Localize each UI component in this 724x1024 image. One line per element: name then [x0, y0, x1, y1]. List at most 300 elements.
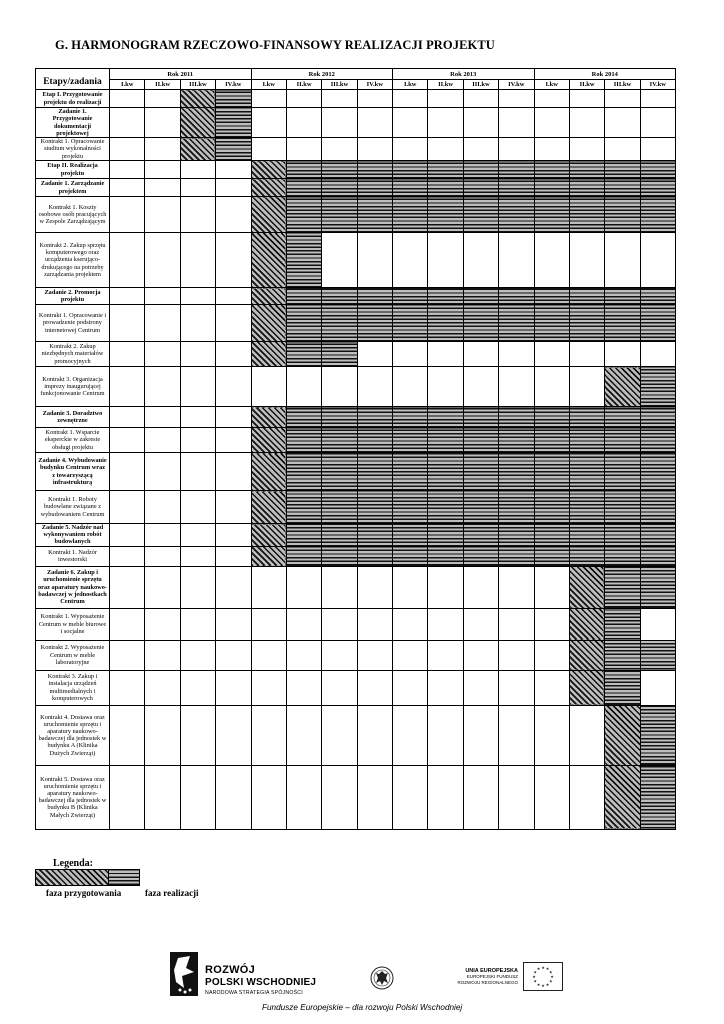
phase-cell-realization: [286, 407, 321, 428]
phase-cell-realization: [428, 546, 463, 566]
phase-cell-empty: [499, 640, 534, 670]
phase-cell-realization: [640, 524, 675, 547]
phase-cell-realization: [499, 491, 534, 524]
phase-cell-empty: [569, 367, 604, 407]
quarter-header: IV.kw: [216, 80, 251, 90]
phase-cell-empty: [110, 546, 145, 566]
phase-cell-realization: [499, 161, 534, 179]
row-label: Zadanie 5. Nadzór nad wykonywaniem robót budowlanych: [36, 524, 110, 547]
phase-cell-realization: [640, 288, 675, 305]
phase-cell-empty: [110, 179, 145, 197]
phase-cell-empty: [463, 138, 498, 161]
phase-cell-realization: [322, 407, 357, 428]
phase-cell-realization: [534, 161, 569, 179]
eu-star-icon: ★: [548, 978, 553, 984]
phase-cell-realization: [428, 197, 463, 233]
phase-cell-empty: [393, 705, 428, 765]
phase-cell-realization: [428, 453, 463, 491]
phase-cell-realization: [569, 428, 604, 453]
phase-cell-empty: [180, 670, 215, 705]
phase-cell-empty: [357, 640, 392, 670]
phase-cell-empty: [322, 90, 357, 108]
rpw-emblem-icon: [170, 952, 198, 996]
row-label: Etap II. Realizacja projektu: [36, 161, 110, 179]
phase-cell-empty: [286, 367, 321, 407]
schedule-row: [36, 138, 676, 161]
phase-cell-realization: [640, 765, 675, 829]
row-label: Kontrakt 2. Zakup niezbędnych materiałów promocyjnych: [36, 342, 110, 367]
phase-cell-realization: [393, 491, 428, 524]
phase-cell-empty: [251, 90, 286, 108]
phase-cell-realization: [640, 161, 675, 179]
phase-cell-realization: [393, 407, 428, 428]
schedule-body: [36, 90, 676, 830]
phase-cell-empty: [499, 765, 534, 829]
phase-cell-empty: [180, 233, 215, 288]
phase-cell-empty: [180, 367, 215, 407]
phase-cell-realization: [640, 453, 675, 491]
phase-cell-empty: [499, 670, 534, 705]
schedule-row: [36, 342, 676, 367]
schedule-row: [36, 524, 676, 547]
phase-cell-empty: [569, 138, 604, 161]
phase-cell-empty: [251, 608, 286, 640]
phase-cell-empty: [145, 765, 180, 829]
phase-cell-empty: [569, 342, 604, 367]
phase-cell-empty: [145, 161, 180, 179]
phase-cell-realization: [605, 407, 640, 428]
phase-cell-empty: [145, 233, 180, 288]
eu-star-icon: ★: [532, 974, 536, 979]
phase-cell-empty: [216, 161, 251, 179]
phase-cell-preparation: [251, 453, 286, 491]
phase-cell-empty: [357, 705, 392, 765]
quarter-header: I.kw: [393, 80, 428, 90]
phase-cell-empty: [110, 428, 145, 453]
schedule-row: [36, 608, 676, 640]
phase-cell-realization: [499, 453, 534, 491]
phase-cell-empty: [569, 765, 604, 829]
phase-cell-empty: [216, 305, 251, 342]
phase-cell-empty: [251, 108, 286, 138]
phase-cell-realization: [428, 407, 463, 428]
phase-cell-empty: [180, 640, 215, 670]
phase-cell-realization: [357, 491, 392, 524]
phase-cell-realization: [640, 367, 675, 407]
schedule-row: [36, 161, 676, 179]
phase-cell-empty: [640, 608, 675, 640]
phase-cell-empty: [428, 608, 463, 640]
phase-cell-empty: [463, 670, 498, 705]
phase-cell-empty: [180, 288, 215, 305]
legend-title: Legenda:: [53, 858, 93, 869]
phase-cell-realization: [463, 428, 498, 453]
phase-cell-realization: [357, 407, 392, 428]
phase-cell-realization: [322, 161, 357, 179]
phase-cell-realization: [428, 524, 463, 547]
phase-cell-empty: [428, 670, 463, 705]
phase-cell-realization: [569, 288, 604, 305]
phase-cell-realization: [499, 428, 534, 453]
phase-cell-preparation: [605, 367, 640, 407]
quarter-header: III.kw: [180, 80, 215, 90]
phase-cell-empty: [357, 765, 392, 829]
phase-cell-preparation: [180, 90, 215, 108]
phase-cell-empty: [534, 108, 569, 138]
phase-cell-empty: [251, 138, 286, 161]
phase-cell-empty: [145, 108, 180, 138]
quarter-header: I.kw: [251, 80, 286, 90]
phase-cell-realization: [534, 524, 569, 547]
phase-cell-realization: [286, 491, 321, 524]
phase-cell-realization: [286, 453, 321, 491]
phase-cell-realization: [428, 161, 463, 179]
phase-cell-empty: [393, 108, 428, 138]
phase-cell-empty: [393, 608, 428, 640]
phase-cell-empty: [145, 491, 180, 524]
schedule-row: [36, 670, 676, 705]
schedule-row: [36, 367, 676, 407]
phase-cell-empty: [322, 566, 357, 608]
phase-cell-empty: [322, 705, 357, 765]
phase-cell-empty: [357, 233, 392, 288]
row-label: Kontrakt 1. Wyposażenie Centrum w meble biurowe i socjalne: [36, 608, 110, 640]
quarter-header: IV.kw: [357, 80, 392, 90]
schedule-row: [36, 491, 676, 524]
phase-cell-realization: [463, 524, 498, 547]
phase-cell-realization: [393, 546, 428, 566]
polish-eagle-emblem-icon: [370, 964, 394, 992]
quarter-header: III.kw: [322, 80, 357, 90]
phase-cell-empty: [534, 640, 569, 670]
phase-cell-realization: [216, 138, 251, 161]
schedule-table: [35, 68, 676, 830]
phase-cell-empty: [180, 566, 215, 608]
phase-cell-realization: [569, 524, 604, 547]
phase-cell-preparation: [569, 566, 604, 608]
phase-cell-empty: [605, 108, 640, 138]
row-label: Kontrakt 1. Opracowanie studium wykonalności projektu: [36, 138, 110, 161]
phase-cell-empty: [569, 90, 604, 108]
phase-cell-preparation: [180, 138, 215, 161]
phase-cell-empty: [286, 566, 321, 608]
phase-cell-empty: [640, 342, 675, 367]
phase-cell-realization: [640, 197, 675, 233]
phase-cell-empty: [180, 407, 215, 428]
column-header-stages: Etapy/zadania: [36, 69, 110, 90]
phase-cell-empty: [180, 342, 215, 367]
eu-star-icon: ★: [550, 974, 554, 979]
row-label: Zadanie 2. Promocja projektu: [36, 288, 110, 305]
phase-cell-empty: [110, 288, 145, 305]
phase-cell-realization: [463, 179, 498, 197]
eu-star-icon: ★: [545, 966, 550, 972]
phase-cell-realization: [640, 640, 675, 670]
phase-cell-empty: [110, 640, 145, 670]
quarter-header: I.kw: [534, 80, 569, 90]
phase-cell-empty: [428, 367, 463, 407]
phase-cell-realization: [640, 179, 675, 197]
row-label: Kontrakt 3. Organizacja imprezy inaugurującej funkcjonowanie Centrum: [36, 367, 110, 407]
phase-cell-realization: [286, 524, 321, 547]
phase-cell-empty: [322, 367, 357, 407]
phase-cell-empty: [251, 566, 286, 608]
phase-cell-empty: [534, 138, 569, 161]
phase-cell-realization: [605, 670, 640, 705]
phase-cell-preparation: [251, 342, 286, 367]
phase-cell-preparation: [605, 705, 640, 765]
phase-cell-empty: [534, 705, 569, 765]
phase-cell-preparation: [251, 546, 286, 566]
footer-caption: Fundusze Europejskie – dla rozwoju Polski Wschodniej: [262, 1003, 463, 1012]
phase-cell-realization: [605, 640, 640, 670]
row-label: Kontrakt 1. Opracowanie i prowadzenie podstrony internetowej Centrum: [36, 305, 110, 342]
phase-cell-realization: [605, 608, 640, 640]
phase-cell-empty: [110, 233, 145, 288]
rpw-logo-line2: POLSKI WSCHODNIEJ: [205, 977, 317, 988]
phase-cell-realization: [463, 161, 498, 179]
year-header: Rok 2012: [251, 69, 393, 80]
phase-cell-realization: [534, 305, 569, 342]
phase-cell-realization: [286, 305, 321, 342]
phase-cell-realization: [640, 428, 675, 453]
quarter-header: II.kw: [286, 80, 321, 90]
phase-cell-realization: [322, 305, 357, 342]
phase-cell-empty: [428, 640, 463, 670]
eu-star-icon: ★: [533, 978, 538, 984]
phase-cell-realization: [605, 453, 640, 491]
schedule-row: [36, 179, 676, 197]
phase-cell-empty: [428, 566, 463, 608]
phase-cell-realization: [322, 342, 357, 367]
phase-cell-empty: [499, 90, 534, 108]
row-label: Zadanie 6. Zakup i uruchomienie sprzętu oraz aparatury naukowo-badawczej w jednostkach Centrum: [36, 566, 110, 608]
phase-cell-realization: [357, 161, 392, 179]
phase-cell-realization: [286, 179, 321, 197]
phase-cell-realization: [463, 546, 498, 566]
phase-cell-empty: [286, 90, 321, 108]
phase-cell-realization: [216, 108, 251, 138]
phase-cell-preparation: [251, 179, 286, 197]
phase-cell-empty: [110, 566, 145, 608]
row-label: Zadanie 4. Wybudowanie budynku Centrum wraz z towarzyszącą infrastrukturą: [36, 453, 110, 491]
rpw-logo-line1: ROZWÓJ: [205, 964, 256, 976]
phase-cell-empty: [145, 566, 180, 608]
phase-cell-empty: [110, 524, 145, 547]
phase-cell-empty: [145, 705, 180, 765]
phase-cell-empty: [145, 288, 180, 305]
phase-cell-empty: [286, 138, 321, 161]
phase-cell-realization: [286, 233, 321, 288]
row-label: Etap I. Przygotowanie projektu do realizacji: [36, 90, 110, 108]
phase-cell-realization: [463, 197, 498, 233]
phase-cell-empty: [534, 765, 569, 829]
phase-cell-realization: [605, 524, 640, 547]
phase-cell-empty: [357, 108, 392, 138]
phase-cell-empty: [110, 138, 145, 161]
phase-cell-empty: [145, 546, 180, 566]
quarter-header: III.kw: [463, 80, 498, 90]
phase-cell-empty: [251, 765, 286, 829]
phase-cell-realization: [569, 179, 604, 197]
phase-cell-empty: [428, 90, 463, 108]
phase-cell-empty: [180, 428, 215, 453]
phase-cell-empty: [640, 670, 675, 705]
phase-cell-empty: [110, 161, 145, 179]
phase-cell-empty: [393, 342, 428, 367]
phase-cell-empty: [145, 305, 180, 342]
phase-cell-empty: [393, 566, 428, 608]
phase-cell-empty: [216, 233, 251, 288]
phase-cell-realization: [569, 407, 604, 428]
phase-cell-empty: [216, 765, 251, 829]
phase-cell-preparation: [569, 640, 604, 670]
phase-cell-empty: [216, 453, 251, 491]
phase-cell-empty: [463, 108, 498, 138]
phase-cell-realization: [605, 288, 640, 305]
schedule-row: [36, 305, 676, 342]
phase-cell-realization: [463, 305, 498, 342]
phase-cell-empty: [145, 342, 180, 367]
phase-cell-realization: [499, 197, 534, 233]
phase-cell-realization: [357, 546, 392, 566]
phase-cell-realization: [428, 288, 463, 305]
phase-cell-empty: [286, 108, 321, 138]
phase-cell-empty: [463, 566, 498, 608]
quarter-header: II.kw: [428, 80, 463, 90]
phase-cell-empty: [534, 670, 569, 705]
row-label: Zadanie 3. Doradztwo zewnętrzne: [36, 407, 110, 428]
phase-cell-empty: [534, 90, 569, 108]
schedule-row: [36, 705, 676, 765]
phase-cell-empty: [393, 765, 428, 829]
phase-cell-empty: [499, 566, 534, 608]
phase-cell-empty: [110, 367, 145, 407]
phase-cell-empty: [605, 90, 640, 108]
schedule-row: [36, 566, 676, 608]
phase-cell-empty: [393, 233, 428, 288]
phase-cell-empty: [110, 407, 145, 428]
phase-cell-empty: [569, 108, 604, 138]
phase-cell-realization: [640, 546, 675, 566]
phase-cell-empty: [322, 138, 357, 161]
phase-cell-realization: [534, 546, 569, 566]
phase-cell-empty: [534, 367, 569, 407]
row-label: Kontrakt 1. Nadzór inwestorski: [36, 546, 110, 566]
phase-cell-empty: [145, 608, 180, 640]
phase-cell-realization: [216, 90, 251, 108]
eu-star-icon: ★: [548, 969, 553, 975]
row-label: Kontrakt 2. Zakup sprzętu komputerowego oraz urządzenia kserująco-drukującego na potrzeby zarządzania projektem: [36, 233, 110, 288]
phase-cell-realization: [393, 161, 428, 179]
phase-cell-empty: [605, 233, 640, 288]
phase-cell-realization: [322, 288, 357, 305]
phase-cell-empty: [110, 108, 145, 138]
phase-cell-realization: [428, 305, 463, 342]
phase-cell-empty: [428, 342, 463, 367]
phase-cell-realization: [640, 705, 675, 765]
phase-cell-preparation: [251, 524, 286, 547]
phase-cell-empty: [569, 233, 604, 288]
phase-cell-empty: [499, 367, 534, 407]
phase-cell-empty: [216, 428, 251, 453]
schedule-row: [36, 407, 676, 428]
eu-star-icon: ★: [536, 966, 541, 972]
eu-line2: EUROPEJSKI FUNDUSZ: [466, 974, 518, 979]
phase-cell-empty: [216, 288, 251, 305]
phase-cell-empty: [534, 608, 569, 640]
phase-cell-empty: [216, 566, 251, 608]
phase-cell-empty: [463, 705, 498, 765]
eu-star-icon: ★: [545, 981, 550, 987]
phase-cell-realization: [286, 161, 321, 179]
quarter-header: II.kw: [569, 80, 604, 90]
phase-cell-realization: [393, 179, 428, 197]
phase-cell-realization: [286, 197, 321, 233]
phase-cell-empty: [463, 233, 498, 288]
phase-cell-realization: [393, 197, 428, 233]
phase-cell-empty: [180, 179, 215, 197]
legend-swatch-preparation: [35, 869, 109, 886]
phase-cell-empty: [145, 90, 180, 108]
phase-cell-empty: [251, 367, 286, 407]
phase-cell-empty: [216, 705, 251, 765]
phase-cell-realization: [322, 197, 357, 233]
phase-cell-realization: [569, 491, 604, 524]
phase-cell-empty: [534, 233, 569, 288]
phase-cell-empty: [110, 305, 145, 342]
phase-cell-realization: [605, 491, 640, 524]
phase-cell-empty: [428, 233, 463, 288]
phase-cell-empty: [322, 670, 357, 705]
phase-cell-empty: [251, 670, 286, 705]
phase-cell-empty: [322, 765, 357, 829]
phase-cell-empty: [322, 233, 357, 288]
phase-cell-empty: [110, 90, 145, 108]
quarter-header: IV.kw: [640, 80, 675, 90]
phase-cell-realization: [322, 491, 357, 524]
phase-cell-empty: [110, 342, 145, 367]
phase-cell-empty: [357, 566, 392, 608]
legend-label-realization: faza realizacji: [145, 888, 199, 898]
phase-cell-empty: [640, 108, 675, 138]
phase-cell-empty: [357, 90, 392, 108]
phase-cell-realization: [499, 407, 534, 428]
phase-cell-preparation: [251, 305, 286, 342]
phase-cell-realization: [357, 453, 392, 491]
phase-cell-preparation: [605, 765, 640, 829]
phase-cell-empty: [322, 640, 357, 670]
rpw-logo-line3: NARODOWA STRATEGIA SPÓJNOŚCI: [205, 990, 303, 996]
schedule-row: [36, 197, 676, 233]
phase-cell-realization: [499, 524, 534, 547]
phase-cell-empty: [216, 342, 251, 367]
phase-cell-empty: [216, 367, 251, 407]
phase-cell-empty: [357, 367, 392, 407]
schedule-row: [36, 90, 676, 108]
phase-cell-realization: [393, 288, 428, 305]
phase-cell-realization: [499, 179, 534, 197]
phase-cell-empty: [463, 640, 498, 670]
row-label: Zadanie 1. Zarządzanie projektem: [36, 179, 110, 197]
phase-cell-empty: [216, 197, 251, 233]
phase-cell-empty: [499, 705, 534, 765]
phase-cell-empty: [180, 161, 215, 179]
phase-cell-empty: [145, 367, 180, 407]
phase-cell-empty: [357, 670, 392, 705]
phase-cell-empty: [428, 765, 463, 829]
phase-cell-realization: [463, 491, 498, 524]
